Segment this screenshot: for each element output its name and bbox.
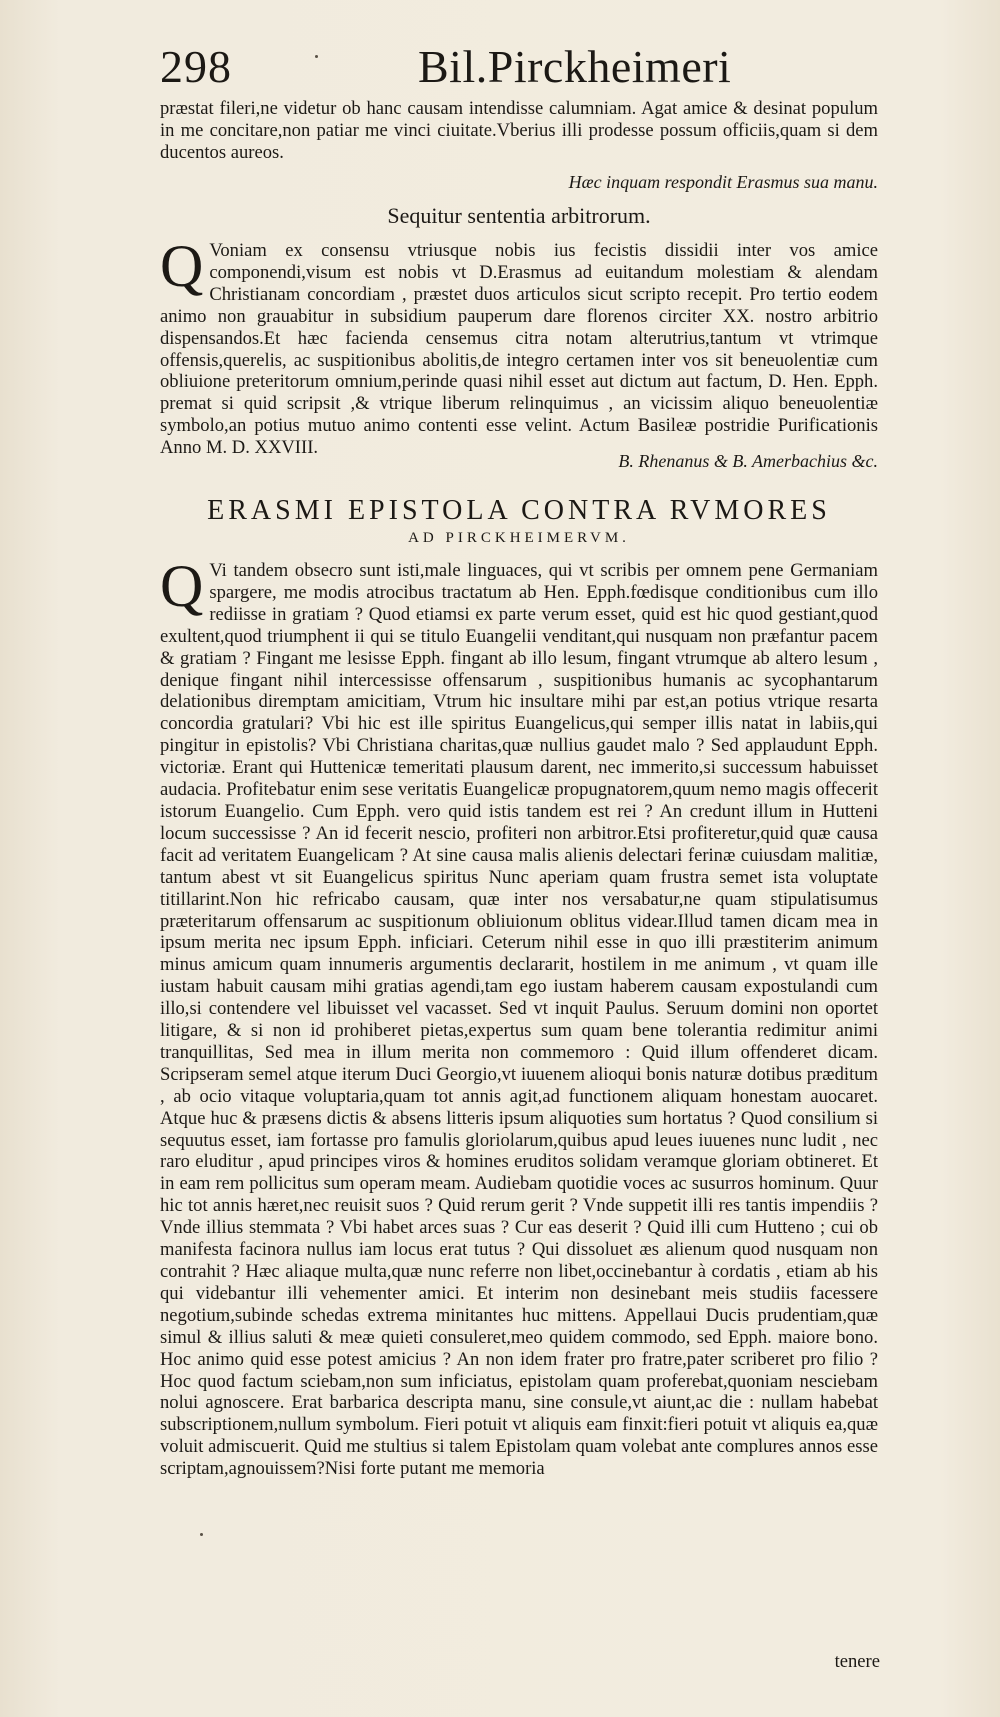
epistola-text: Vi tandem obsecro sunt isti,male linguaces, qui vt scribis per omnem pene Germaniam spargere, me modis atrocibus tractatum ab Hen. Epph.fœdisque conditionibus cum illo rediisse in gratiam ? Quod etiamsi ex parte verum esset, quid est hic quod gestiant,quod exultent,quod triumphent ii qui se titulo Euangelii venditant,qui nusquam non præfantur pacem & gratiam ? Fingant me lesisse Epph. fingant ab illo lesum, fingant vtrumque ab altero lesum , denique fingant nihil intercessisse offensarum , suspitionibus humanis ac sycophantarum delationibus diremptam amicitiam, Vtrum hic insultare mihi par est,an potius vtrique resarta concordia gratulari? Vbi hic est ille spiritus Euangelicus,qui semper illis natat in labiis,qui pingitur in epistolis? Vbi Christiana charitas,quæ nullius gaudet malo ? Sed applaudunt Epph. victoriæ. Erant qui Huttenicæ temeritati plausum darent, nec immerito,si successum habuisset audacia. Profitebatur enim sese veritatis Euangelicæ propugnatorem,quum nemo magis offecerit istorum Euangelio. Cum Epph. vero quid istis tandem est rei ? An credunt illum in Hutteni locum successisse ? An id fecerit nescio, profiteri non arbitror.Etsi profiteretur,quid quæ causa facit ad veritatem Euangelicam ? At sine causa malis alienis delectari ferinæ cuiusdam malitiæ, tantum abest vt sit Euangelicus spiritus Nunc aperiam quam frustra semet ista voluptate titillarint.Non hic refricabo causam, quæ inter nos versabatur,ne quam stipulatisumus præteritarum offensarum ac suspitionum obliuionum oblitus videar.Illud tamen dicam mea in ipsum merita nec ipsum Epph. inficiari. Ceterum nihil esse in quo illi præstiterim animum minus amicum quam innumeris argumentis declararit, hostilem in me animum , vt quam ille iustam habuit causam mihi gratias agendi,tam ego iustam haberem causam expostulandi cum illo,si contendere vel libuisset vel vacasset. Sed vt inquit Paulus. Seruum domini non oportet litigare, & si non id prohiberet pietas,expertus sum quam bene tolerantia redimitur animi tranquillitas, Sed mea in illum merita non commemoro : Quid illum offenderet dicam. Scripseram semel atque iterum Duci Georgio,vt iuuenem alioqui bonis naturæ dotibus præditum , ab ocio vitaque voluptaria,quam tot annis agit,ad functionem aliquam honestam auocaret. Atque huc & præsens dictis & absens litteris ipsum aliquoties sum hortatus ? Quod consilium si sequutus esset, iam fortasse pro famulis gloriolarum,quibus apud leues iuuenes nunc ludit , nec raro eluditur , apud principes viros & homines eruditos solidam veramque gloriam obtineret. Et in eam rem pollicitus sum operam meam. Audiebam quotidie voces ac susurros hominum. Quur hic tot annis hæret,nec reuisit suos ? Quid rerum gerit ? Vnde suppetit illi res tantis impendiis ? Vnde illius stemmata ? Vbi habet arces suas ? Cur eas deserit ? Quid illi cum Hutteno ; cui ob manifesta facinora nullus iam locus erat tutus ? Qui dissoluet æs alienum quod nusquam non contrahit ? Hæc aliaque multa,quæ nunc referre non libet,occinebantur à cordatis , etiam ab his qui videbantur illi vehementer amici. Et interim non desinebant meis studiis facessere negotium,subinde schedas extrema minitantes huc mittens. Appellaui Ducis prudentiam,quæ simul & illius saluti & meæ quieti consuleret,meo quidem commodo, sed Epph. maiore bono. Hoc animo quid esse potest amicius ? An non idem frater pro fratre,pater scriberet pro filio ? Hoc quod factum sciebam,non sum inficiatus, epistolam quam proferebat,quoniam nesciebam nolui agnoscere. Erat barbarica descripta manu, sine consule,vt aiunt,ac die : nullam habebat subscriptionem,nullum symbolum. Fieri potuit vt aliquis eam finxit:fieri potuit vt aliquis ea,quæ voluit admiscuerit. Quid me stultius si talem Epistolam quam volebat ante complures annos esse scriptam,agnouissem?Nisi forte putant me memoria — [160, 560, 878, 1480]
catchword: tenere — [834, 1651, 880, 1672]
epistola-paragraph — [160, 553, 878, 1480]
top-paragraph-text: præstat fileri,ne videtur ob hanc causam intendisse calumniam. Agat amice & desinat populum in me concitare,non patiar me vinci ciuitate.Vberius illi prodesse possum officiis,quam si dem ducentos aureos. — [160, 98, 878, 163]
erasmus-signature: Hæc inquam respondit Erasmus sua manu. — [568, 172, 878, 192]
running-head: Bil.Pirckheimeri — [418, 41, 732, 92]
arbitrorum-text: Voniam ex consensu vtriusque nobis ius fecistis dissidii inter vos amice componendi,visum est nobis vt D.Erasmus ad euitandum molestiam & alendam Christianam concordiam , præstet duos articulos sicut scripto recepit. Pro tertio eodem animo non grauabitur in subsidium pauperum dare florenos circiter XX. nostro arbitrio dispensandos.Et hæc facienda censemus citra notam alterutrius,tantum vt vtrimque offensis,querelis, ac suspitionibus abolitis,de integro certamen inter vos sit beneuolentiæ cum obliuione preteritorum omnium,perinde quasi nihil esset aut dictum aut factum, D. Hen. Epph. premat si quid scripsit ,& vtrique liberum relinquimus , an vicissim aliquo beneuolentiæ symbolo,an potius mutuo animo contenti esse velint. Actum Basileæ postridie Purificationis Anno M. D. XXVIII. — [160, 240, 878, 459]
paper-speck — [315, 55, 318, 58]
epistola-subheading: AD PIRCKHEIMERVM. — [408, 530, 630, 546]
top-paragraph — [160, 98, 878, 164]
arbitrators-signature: B. Rhenanus & B. Amerbachius &c. — [618, 451, 878, 471]
arbitrorum-dropcap: Q — [160, 233, 204, 299]
epistola-dropcap: Q — [160, 553, 204, 619]
page-number: 298 — [160, 41, 232, 92]
paper-speck — [200, 1533, 203, 1536]
epistola-heading: ERASMI EPISTOLA CONTRA RVMORES — [207, 495, 831, 526]
arbitrorum-paragraph — [160, 233, 878, 459]
arbitrorum-heading: Sequitur sententia arbitrorum. — [387, 203, 651, 228]
page-header — [160, 40, 880, 100]
